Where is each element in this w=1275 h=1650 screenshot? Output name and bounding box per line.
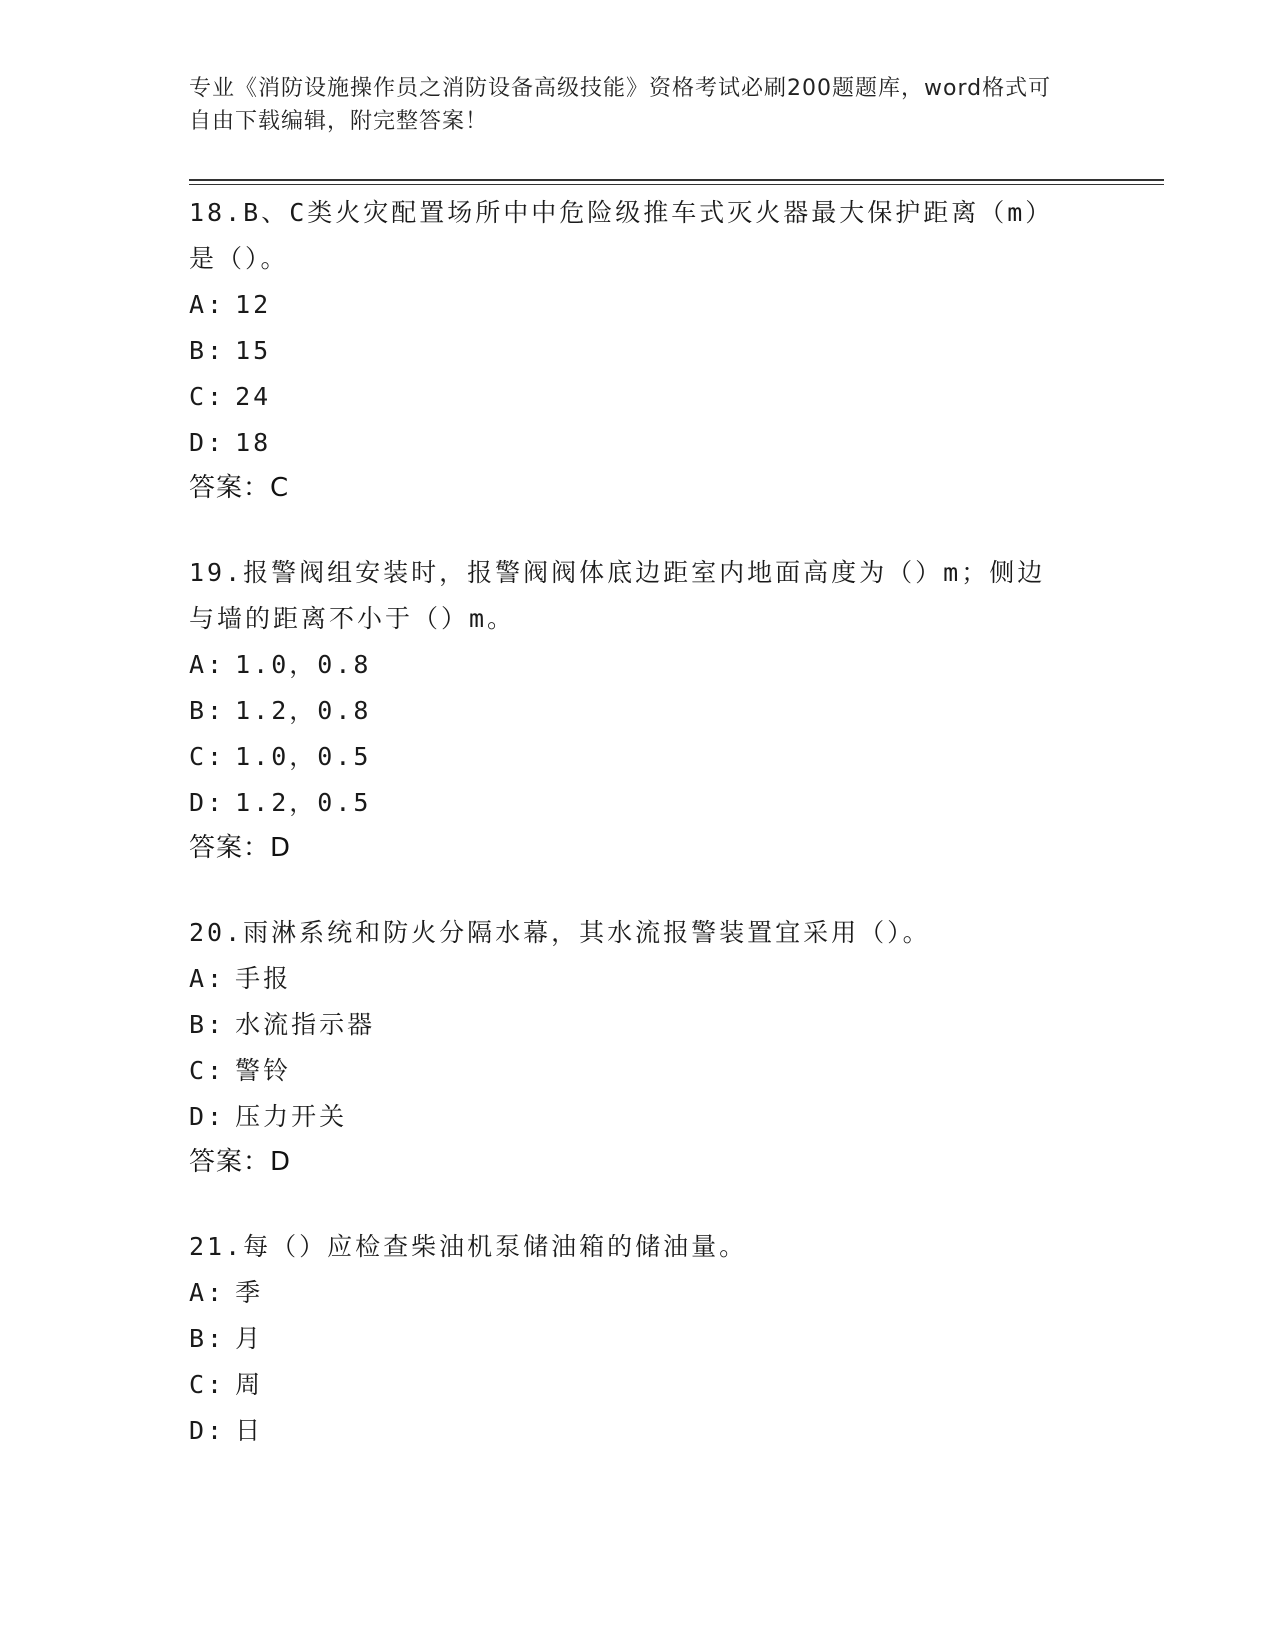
option-letter: A: <box>189 964 226 993</box>
option-a <box>189 1270 1089 1316</box>
option-d <box>189 420 1089 466</box>
option-letter: B: <box>189 696 226 725</box>
option-c <box>189 1048 1089 1094</box>
option-text: 压力开关 <box>235 1102 348 1131</box>
option-a <box>189 956 1089 1002</box>
option-text: 季 <box>235 1278 264 1307</box>
option-text: 警铃 <box>235 1056 292 1085</box>
question-stem: 21.每（）应检查柴油机泵储油箱的储油量。 <box>189 1232 748 1261</box>
option-text: 日 <box>235 1416 264 1445</box>
question-21 <box>189 1224 1089 1454</box>
option-c <box>189 374 1089 420</box>
option-letter: A: <box>189 1278 226 1307</box>
question-list <box>189 190 1089 1494</box>
option-text: 18 <box>235 428 272 457</box>
option-b <box>189 1316 1089 1362</box>
option-letter: D: <box>189 788 226 817</box>
option-letter: B: <box>189 336 226 365</box>
option-d <box>189 780 1089 826</box>
question-stem: 18.B、C类火灾配置场所中中危险级推车式灭火器最大保护距离（m）是（）。 <box>189 198 1054 273</box>
option-text: 12 <box>235 290 272 319</box>
option-letter: A: <box>189 290 226 319</box>
option-letter: B: <box>189 1324 226 1353</box>
option-text: 1.0，0.8 <box>235 650 372 679</box>
option-letter: D: <box>189 1102 226 1131</box>
option-text: 手报 <box>235 964 292 993</box>
option-letter: B: <box>189 1010 226 1039</box>
header-divider-thick <box>189 179 1164 181</box>
option-b <box>189 1002 1089 1048</box>
question-stem: 20.雨淋系统和防火分隔水幕，其水流报警装置宜采用（）。 <box>189 918 931 947</box>
option-letter: C: <box>189 382 226 411</box>
document-header: 专业《消防设施操作员之消防设备高级技能》资格考试必刷200题题库，word格式可自由下载编辑，附完整答案！ <box>189 76 1052 134</box>
option-text: 15 <box>235 336 272 365</box>
option-c <box>189 734 1089 780</box>
question-19 <box>189 550 1089 870</box>
option-text: 24 <box>235 382 272 411</box>
header-divider-thin <box>189 184 1164 185</box>
option-b <box>189 688 1089 734</box>
option-a <box>189 282 1089 328</box>
option-text: 1.2，0.5 <box>235 788 372 817</box>
option-d <box>189 1094 1089 1140</box>
option-b <box>189 328 1089 374</box>
option-text: 月 <box>235 1324 264 1353</box>
answer-line: 答案：D <box>189 1147 292 1177</box>
option-letter: C: <box>189 1370 226 1399</box>
option-letter: C: <box>189 1056 226 1085</box>
answer-line: 答案：C <box>189 473 290 503</box>
option-text: 水流指示器 <box>235 1010 376 1039</box>
question-20 <box>189 910 1089 1184</box>
option-letter: D: <box>189 428 226 457</box>
option-a <box>189 642 1089 688</box>
option-d <box>189 1408 1089 1454</box>
option-text: 1.0，0.5 <box>235 742 372 771</box>
option-text: 1.2，0.8 <box>235 696 372 725</box>
option-letter: A: <box>189 650 226 679</box>
question-stem: 19.报警阀组安装时，报警阀阀体底边距室内地面高度为（）m；侧边与墙的距离不小于（）m。 <box>189 558 1046 633</box>
option-c <box>189 1362 1089 1408</box>
option-text: 周 <box>235 1370 264 1399</box>
answer-line: 答案：D <box>189 833 292 863</box>
option-letter: C: <box>189 742 226 771</box>
option-letter: D: <box>189 1416 226 1445</box>
question-18 <box>189 190 1089 510</box>
